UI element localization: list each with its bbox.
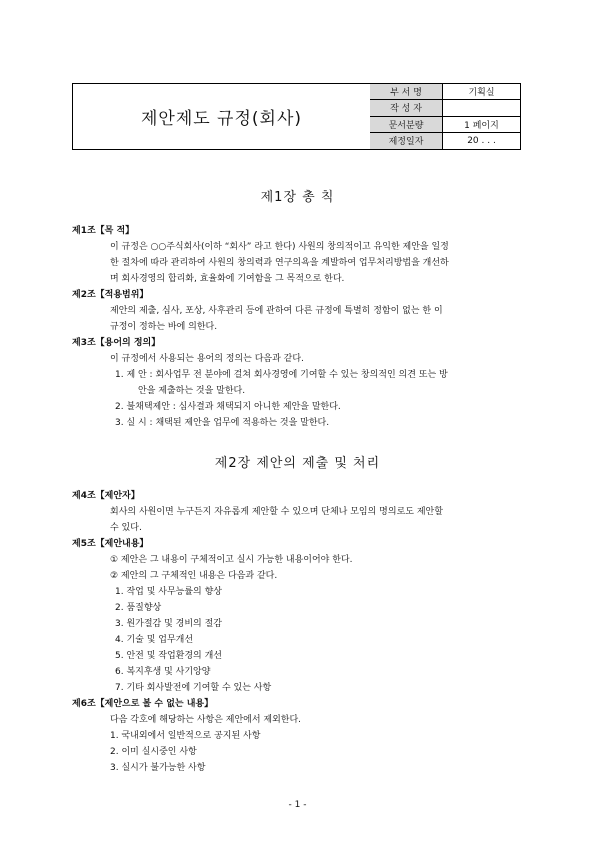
info-label: 부 서 명 (370, 84, 443, 99)
document-info-grid (370, 84, 520, 149)
article-text: 한 절차에 따라 관리하여 사원의 창의력과 연구의욕을 계발하여 업무처리방법을 개선하 (110, 258, 449, 268)
clause-text: ② 제안의 그 구체적인 내용은 다음과 같다. (110, 571, 278, 581)
document-title: 제안제도 규정(회사) (73, 84, 371, 149)
info-value: 기획실 (468, 88, 495, 99)
article-text: 며 회사경영의 합리화, 효율화에 기여함을 그 목적으로 한다. (110, 274, 345, 284)
list-item: 7. 기타 회사발전에 기여할 수 있는 사항 (115, 683, 272, 693)
list-item: 1. 국내외에서 일반적으로 공지된 사항 (110, 731, 261, 741)
article-text: 수 있다. (110, 523, 142, 533)
definition-item: 3. 실 시 : 채택된 제안을 업무에 적용하는 것을 말한다. (115, 418, 330, 428)
article-text: 회사의 사원이면 누구든지 자유롭게 제안할 수 있으며 단체나 모임의 명의로도 제안할 (110, 507, 443, 517)
article-heading: 제2조【적용범위】 (72, 290, 149, 300)
article-heading: 제1조【목 적】 (72, 226, 135, 236)
article-text: 이 규정은 ○○주식회사(이하 “회사” 라고 한다) 사원의 창의적이고 유익한 제안을 일정 (110, 242, 449, 252)
info-label: 문서분량 (370, 117, 443, 132)
article-heading: 제3조【용어의 정의】 (72, 338, 161, 348)
chapter-heading: 제1장 총 칙 (260, 190, 335, 205)
info-value (443, 100, 520, 115)
chapter-heading: 제2장 제안의 제출 및 처리 (214, 456, 381, 471)
list-item: 5. 안전 및 작업환경의 개선 (115, 651, 222, 661)
article-heading: 제6조【제안으로 볼 수 없는 내용】 (72, 699, 214, 709)
info-row-author (370, 100, 520, 116)
definition-item: 안을 제출하는 것을 말한다. (138, 386, 246, 396)
list-item: 3. 원가절감 및 경비의 절감 (115, 619, 222, 629)
article-text: 규정이 정하는 바에 의한다. (110, 322, 218, 332)
article-text: 이 규정에서 사용되는 용어의 정의는 다음과 같다. (110, 354, 304, 364)
page-number: - 1 - (288, 800, 307, 810)
list-item: 2. 이미 실시중인 사항 (110, 747, 197, 757)
info-row-pages (370, 117, 520, 133)
clause-text: ① 제안은 그 내용이 구체적이고 실시 가능한 내용이어야 한다. (110, 555, 353, 565)
list-item: 6. 복지후생 및 사기앙양 (115, 667, 211, 677)
article-heading: 제5조【제안내용】 (72, 539, 149, 549)
info-label: 작 성 자 (370, 100, 443, 115)
list-item: 2. 품질향상 (115, 603, 162, 613)
info-row-date (370, 133, 520, 149)
article-text: 다음 각호에 해당하는 사항은 제안에서 제외한다. (110, 715, 302, 725)
document-header-table (72, 83, 521, 150)
list-item: 4. 기술 및 업무개선 (115, 635, 194, 645)
info-value: 20 . . . (467, 135, 496, 146)
article-heading: 제4조【제안자】 (72, 491, 140, 501)
definition-item: 2. 불채택제안 : 심사결과 채택되지 아니한 제안을 말한다. (115, 402, 341, 412)
article-text: 제안의 제출, 심사, 포상, 사후관리 등에 관하여 다른 규정에 특별히 정함이 없는 한 이 (110, 306, 443, 316)
list-item: 1. 작업 및 사무능률의 향상 (115, 587, 222, 597)
info-value: 1 페이지 (464, 120, 499, 131)
definition-item: 1. 제 안 : 회사업무 전 분야에 걸쳐 회사경영에 기여할 수 있는 창의적인 의견 또는 방 (115, 370, 448, 380)
info-row-department (370, 84, 520, 100)
info-label: 제정일자 (370, 133, 443, 149)
list-item: 3. 실시가 불가능한 사항 (110, 763, 206, 773)
